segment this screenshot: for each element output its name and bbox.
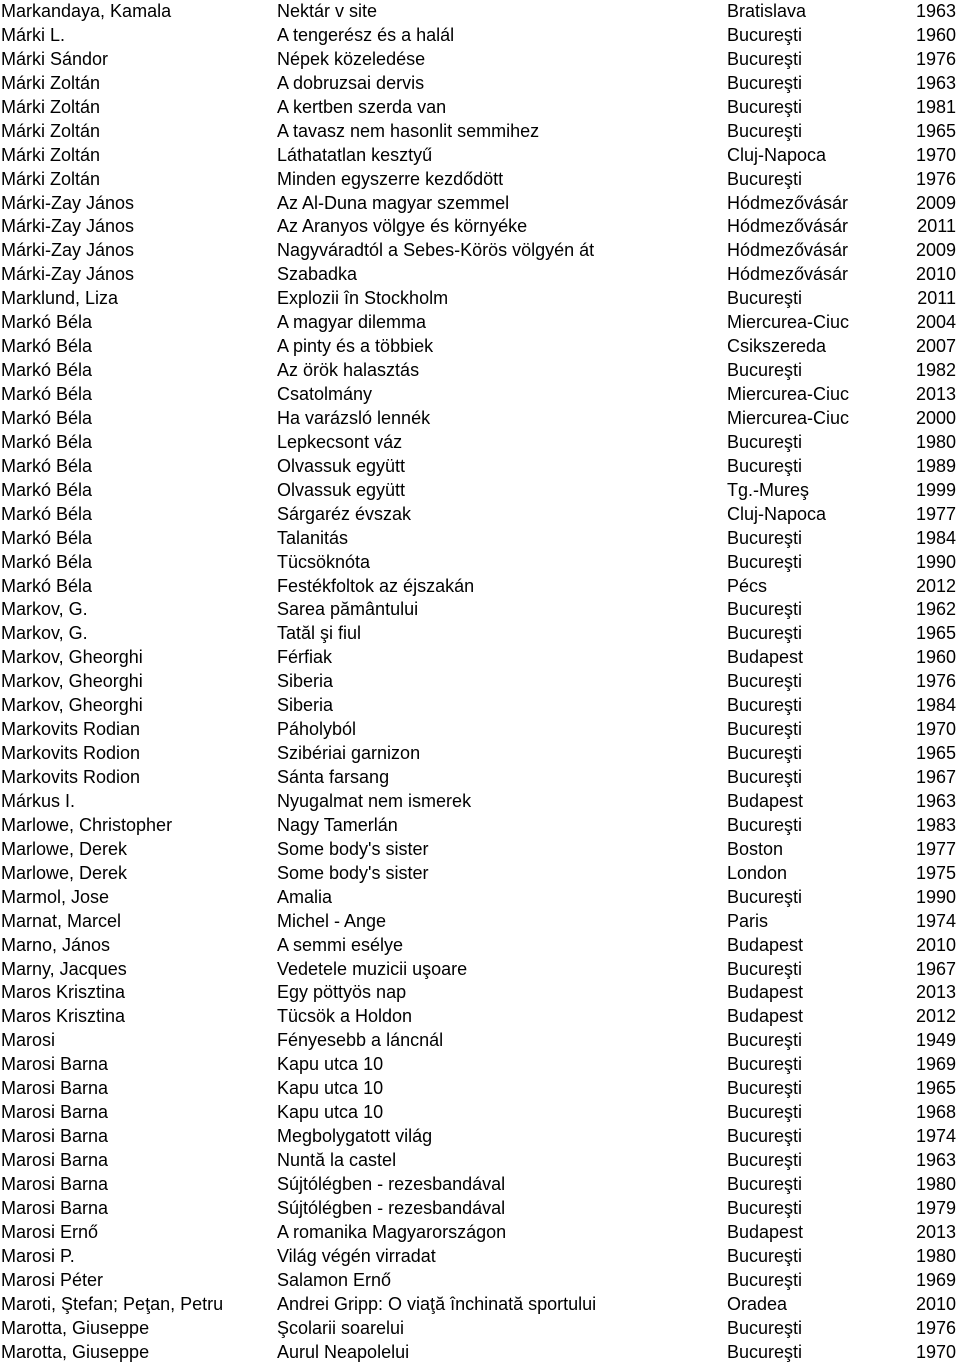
table-row	[0, 718, 960, 742]
author-cell: Marosi Barna	[1, 1077, 108, 1101]
author-cell: Márki Zoltán	[1, 120, 100, 144]
table-row	[0, 1245, 960, 1269]
author-cell: Márki Zoltán	[1, 144, 100, 168]
year-cell: 1965	[916, 622, 956, 646]
year-cell: 1963	[916, 1149, 956, 1173]
author-cell: Márki-Zay János	[1, 263, 134, 287]
author-cell: Maros Krisztina	[1, 981, 125, 1005]
year-cell: 2012	[916, 575, 956, 599]
title-cell: Tücsöknóta	[277, 551, 370, 575]
author-cell: Marosi Péter	[1, 1269, 103, 1293]
title-cell: Some body's sister	[277, 862, 429, 886]
author-cell: Marlowe, Derek	[1, 838, 127, 862]
author-cell: Marosi	[1, 1029, 55, 1053]
title-cell: Sánta farsang	[277, 766, 389, 790]
city-cell: Bucureşti	[727, 1029, 802, 1053]
city-cell: Bucureşti	[727, 527, 802, 551]
city-cell: Bucureşti	[727, 694, 802, 718]
title-cell: Salamon Ernő	[277, 1269, 391, 1293]
title-cell: Kapu utca 10	[277, 1101, 383, 1125]
title-cell: A magyar dilemma	[277, 311, 426, 335]
city-cell: Cluj-Napoca	[727, 503, 826, 527]
author-cell: Markó Béla	[1, 335, 92, 359]
author-cell: Márki Zoltán	[1, 96, 100, 120]
table-row	[0, 1125, 960, 1149]
table-row	[0, 455, 960, 479]
table-row	[0, 670, 960, 694]
title-cell: Kapu utca 10	[277, 1077, 383, 1101]
table-row	[0, 694, 960, 718]
title-cell: A kertben szerda van	[277, 96, 446, 120]
title-cell: Sárgaréz évszak	[277, 503, 411, 527]
year-cell: 1976	[916, 168, 956, 192]
table-row	[0, 168, 960, 192]
title-cell: Egy pöttyös nap	[277, 981, 406, 1005]
city-cell: Bucureşti	[727, 814, 802, 838]
city-cell: Hódmezővásár	[727, 192, 848, 216]
city-cell: Bucureşti	[727, 120, 802, 144]
table-row	[0, 862, 960, 886]
title-cell: Az Al-Duna magyar szemmel	[277, 192, 509, 216]
city-cell: Bucureşti	[727, 287, 802, 311]
year-cell: 2007	[916, 335, 956, 359]
author-cell: Markov, G.	[1, 622, 88, 646]
city-cell: Bucureşti	[727, 1149, 802, 1173]
author-cell: Markó Béla	[1, 503, 92, 527]
year-cell: 1970	[916, 718, 956, 742]
author-cell: Maros Krisztina	[1, 1005, 125, 1029]
author-cell: Marosi Barna	[1, 1101, 108, 1125]
table-row	[0, 120, 960, 144]
author-cell: Markov, Gheorghi	[1, 694, 143, 718]
year-cell: 1974	[916, 1125, 956, 1149]
city-cell: Boston	[727, 838, 783, 862]
table-row	[0, 1293, 960, 1317]
city-cell: Bucureşti	[727, 24, 802, 48]
title-cell: Népek közeledése	[277, 48, 425, 72]
author-cell: Marny, Jacques	[1, 958, 127, 982]
table-row	[0, 838, 960, 862]
table-row	[0, 598, 960, 622]
city-cell: Paris	[727, 910, 768, 934]
city-cell: Bucureşti	[727, 598, 802, 622]
year-cell: 1980	[916, 431, 956, 455]
author-cell: Markovits Rodion	[1, 742, 140, 766]
title-cell: Siberia	[277, 670, 333, 694]
author-cell: Marosi Barna	[1, 1149, 108, 1173]
title-cell: Şcolarii soarelui	[277, 1317, 404, 1341]
title-cell: Szabadka	[277, 263, 357, 287]
table-row	[0, 766, 960, 790]
author-cell: Marno, János	[1, 934, 110, 958]
author-cell: Marlowe, Christopher	[1, 814, 172, 838]
city-cell: Bucureşti	[727, 431, 802, 455]
year-cell: 1949	[916, 1029, 956, 1053]
author-cell: Markov, Gheorghi	[1, 670, 143, 694]
title-cell: Nektár v site	[277, 0, 377, 24]
table-row	[0, 96, 960, 120]
table-row	[0, 359, 960, 383]
city-cell: Bucureşti	[727, 1269, 802, 1293]
table-row	[0, 958, 960, 982]
year-cell: 2010	[916, 263, 956, 287]
title-cell: Siberia	[277, 694, 333, 718]
city-cell: Bucureşti	[727, 958, 802, 982]
table-row	[0, 1173, 960, 1197]
year-cell: 1962	[916, 598, 956, 622]
author-cell: Marosi Barna	[1, 1053, 108, 1077]
year-cell: 1967	[916, 766, 956, 790]
title-cell: Tatăl şi fiul	[277, 622, 361, 646]
city-cell: Bucureşti	[727, 1173, 802, 1197]
author-cell: Márki-Zay János	[1, 192, 134, 216]
city-cell: Bucureşti	[727, 1077, 802, 1101]
table-row	[0, 790, 960, 814]
table-row	[0, 934, 960, 958]
year-cell: 1984	[916, 694, 956, 718]
city-cell: Budapest	[727, 1005, 803, 1029]
year-cell: 2009	[916, 239, 956, 263]
title-cell: A pinty és a többiek	[277, 335, 433, 359]
table-row	[0, 287, 960, 311]
city-cell: Bucureşti	[727, 1197, 802, 1221]
title-cell: Tücsök a Holdon	[277, 1005, 412, 1029]
city-cell: Bucureşti	[727, 1053, 802, 1077]
author-cell: Marosi P.	[1, 1245, 75, 1269]
city-cell: Hódmezővásár	[727, 215, 848, 239]
table-row	[0, 1053, 960, 1077]
year-cell: 2011	[917, 287, 956, 311]
author-cell: Marosi Barna	[1, 1125, 108, 1149]
city-cell: Bucureşti	[727, 359, 802, 383]
title-cell: Talanitás	[277, 527, 348, 551]
year-cell: 2010	[916, 934, 956, 958]
title-cell: A tengerész és a halál	[277, 24, 454, 48]
city-cell: Miercurea-Ciuc	[727, 311, 849, 335]
author-cell: Marosi Barna	[1, 1173, 108, 1197]
city-cell: Bratislava	[727, 0, 806, 24]
title-cell: Kapu utca 10	[277, 1053, 383, 1077]
city-cell: Tg.-Mureş	[727, 479, 809, 503]
table-row	[0, 24, 960, 48]
table-row	[0, 1149, 960, 1173]
table-row	[0, 48, 960, 72]
author-cell: Marotta, Giuseppe	[1, 1317, 149, 1341]
author-cell: Márki L.	[1, 24, 65, 48]
author-cell: Markó Béla	[1, 359, 92, 383]
title-cell: Fényesebb a láncnál	[277, 1029, 443, 1053]
city-cell: Bucureşti	[727, 1317, 802, 1341]
table-row	[0, 1197, 960, 1221]
year-cell: 1990	[916, 551, 956, 575]
title-cell: Michel - Ange	[277, 910, 386, 934]
year-cell: 2013	[916, 383, 956, 407]
table-row	[0, 311, 960, 335]
year-cell: 2013	[916, 1221, 956, 1245]
table-row	[0, 646, 960, 670]
table-row	[0, 479, 960, 503]
year-cell: 2013	[916, 981, 956, 1005]
table-row	[0, 407, 960, 431]
title-cell: A dobruzsai dervis	[277, 72, 424, 96]
table-row	[0, 575, 960, 599]
author-cell: Markó Béla	[1, 527, 92, 551]
year-cell: 2011	[917, 215, 956, 239]
title-cell: Megbolygatott világ	[277, 1125, 432, 1149]
title-cell: Világ végén virradat	[277, 1245, 436, 1269]
table-row	[0, 1005, 960, 1029]
year-cell: 1960	[916, 646, 956, 670]
title-cell: Minden egyszerre kezdődött	[277, 168, 503, 192]
table-row	[0, 1317, 960, 1341]
table-row	[0, 622, 960, 646]
year-cell: 1975	[916, 862, 956, 886]
year-cell: 1980	[916, 1245, 956, 1269]
table-row	[0, 1101, 960, 1125]
city-cell: Budapest	[727, 934, 803, 958]
title-cell: Sarea pământului	[277, 598, 418, 622]
year-cell: 1963	[916, 72, 956, 96]
title-cell: Olvassuk együtt	[277, 455, 405, 479]
city-cell: Bucureşti	[727, 622, 802, 646]
year-cell: 2004	[916, 311, 956, 335]
year-cell: 1965	[916, 120, 956, 144]
table-row	[0, 886, 960, 910]
year-cell: 1981	[916, 96, 956, 120]
author-cell: Markó Béla	[1, 479, 92, 503]
city-cell: Bucureşti	[727, 670, 802, 694]
author-cell: Markó Béla	[1, 431, 92, 455]
city-cell: Bucureşti	[727, 718, 802, 742]
table-row	[0, 0, 960, 24]
city-cell: Budapest	[727, 1221, 803, 1245]
title-cell: Andrei Gripp: O viaţă închinată sportului	[277, 1293, 596, 1317]
table-row	[0, 383, 960, 407]
year-cell: 2009	[916, 192, 956, 216]
table-row	[0, 742, 960, 766]
year-cell: 1969	[916, 1053, 956, 1077]
city-cell: Hódmezővásár	[727, 263, 848, 287]
city-cell: Bucureşti	[727, 551, 802, 575]
year-cell: 1977	[916, 838, 956, 862]
city-cell: Bucureşti	[727, 1125, 802, 1149]
table-row	[0, 1341, 960, 1364]
title-cell: Nuntă la castel	[277, 1149, 396, 1173]
author-cell: Markovits Rodion	[1, 766, 140, 790]
author-cell: Markovits Rodian	[1, 718, 140, 742]
table-row	[0, 981, 960, 1005]
year-cell: 1965	[916, 1077, 956, 1101]
year-cell: 1989	[916, 455, 956, 479]
table-row	[0, 527, 960, 551]
author-cell: Márki-Zay János	[1, 215, 134, 239]
title-cell: Páholyból	[277, 718, 356, 742]
table-row	[0, 215, 960, 239]
author-cell: Marklund, Liza	[1, 287, 118, 311]
city-cell: Csikszereda	[727, 335, 826, 359]
year-cell: 1963	[916, 790, 956, 814]
year-cell: 2010	[916, 1293, 956, 1317]
title-cell: Vedetele muzicii uşoare	[277, 958, 467, 982]
city-cell: Bucureşti	[727, 72, 802, 96]
table-row	[0, 1269, 960, 1293]
city-cell: Hódmezővásár	[727, 239, 848, 263]
author-cell: Markó Béla	[1, 551, 92, 575]
city-cell: Bucureşti	[727, 48, 802, 72]
title-cell: Explozii în Stockholm	[277, 287, 448, 311]
city-cell: Oradea	[727, 1293, 787, 1317]
table-row	[0, 192, 960, 216]
year-cell: 2012	[916, 1005, 956, 1029]
year-cell: 1990	[916, 886, 956, 910]
city-cell: Budapest	[727, 981, 803, 1005]
table-row	[0, 1077, 960, 1101]
author-cell: Markó Béla	[1, 575, 92, 599]
year-cell: 1963	[916, 0, 956, 24]
year-cell: 1976	[916, 1317, 956, 1341]
city-cell: Bucureşti	[727, 96, 802, 120]
year-cell: 1983	[916, 814, 956, 838]
author-cell: Márkus I.	[1, 790, 75, 814]
title-cell: Lepkecsont váz	[277, 431, 402, 455]
year-cell: 1980	[916, 1173, 956, 1197]
title-cell: Festékfoltok az éjszakán	[277, 575, 474, 599]
year-cell: 1970	[916, 1341, 956, 1364]
title-cell: Amalia	[277, 886, 332, 910]
author-cell: Maroti, Ştefan; Peţan, Petru	[1, 1293, 223, 1317]
year-cell: 1967	[916, 958, 956, 982]
table-row	[0, 335, 960, 359]
city-cell: Miercurea-Ciuc	[727, 407, 849, 431]
year-cell: 1984	[916, 527, 956, 551]
title-cell: Az örök halasztás	[277, 359, 419, 383]
year-cell: 1982	[916, 359, 956, 383]
table-row	[0, 551, 960, 575]
city-cell: Bucureşti	[727, 742, 802, 766]
author-cell: Marosi Ernő	[1, 1221, 98, 1245]
table-row	[0, 263, 960, 287]
table-row	[0, 72, 960, 96]
title-cell: Az Aranyos völgye és környéke	[277, 215, 527, 239]
year-cell: 1965	[916, 742, 956, 766]
title-cell: Sújtólégben - rezesbandával	[277, 1197, 505, 1221]
city-cell: Bucureşti	[727, 1341, 802, 1364]
title-cell: A romanika Magyarországon	[277, 1221, 506, 1245]
title-cell: Olvassuk együtt	[277, 479, 405, 503]
author-cell: Markandaya, Kamala	[1, 0, 171, 24]
city-cell: Budapest	[727, 790, 803, 814]
year-cell: 1976	[916, 48, 956, 72]
author-cell: Markó Béla	[1, 407, 92, 431]
year-cell: 1960	[916, 24, 956, 48]
year-cell: 1968	[916, 1101, 956, 1125]
city-cell: Cluj-Napoca	[727, 144, 826, 168]
title-cell: Férfiak	[277, 646, 332, 670]
city-cell: Bucureşti	[727, 455, 802, 479]
author-cell: Márki Zoltán	[1, 72, 100, 96]
title-cell: A tavasz nem hasonlit semmihez	[277, 120, 539, 144]
city-cell: Bucureşti	[727, 766, 802, 790]
author-cell: Marosi Barna	[1, 1197, 108, 1221]
author-cell: Marnat, Marcel	[1, 910, 121, 934]
city-cell: Bucureşti	[727, 1101, 802, 1125]
city-cell: Bucureşti	[727, 886, 802, 910]
title-cell: Szibériai garnizon	[277, 742, 420, 766]
table-row	[0, 814, 960, 838]
table-row	[0, 1029, 960, 1053]
author-cell: Márki Zoltán	[1, 168, 100, 192]
author-cell: Markov, G.	[1, 598, 88, 622]
table-row	[0, 144, 960, 168]
year-cell: 1974	[916, 910, 956, 934]
table-row	[0, 431, 960, 455]
author-cell: Markó Béla	[1, 455, 92, 479]
city-cell: Budapest	[727, 646, 803, 670]
city-cell: Miercurea-Ciuc	[727, 383, 849, 407]
year-cell: 1970	[916, 144, 956, 168]
year-cell: 1999	[916, 479, 956, 503]
year-cell: 1977	[916, 503, 956, 527]
table-row	[0, 239, 960, 263]
year-cell: 1976	[916, 670, 956, 694]
author-cell: Márki Sándor	[1, 48, 108, 72]
year-cell: 1979	[916, 1197, 956, 1221]
author-cell: Marmol, Jose	[1, 886, 109, 910]
city-cell: Bucureşti	[727, 168, 802, 192]
title-cell: Nyugalmat nem ismerek	[277, 790, 471, 814]
author-cell: Marlowe, Derek	[1, 862, 127, 886]
title-cell: Láthatatlan kesztyű	[277, 144, 432, 168]
title-cell: Ha varázsló lennék	[277, 407, 430, 431]
table-row	[0, 503, 960, 527]
title-cell: Aurul Neapolelui	[277, 1341, 409, 1364]
city-cell: London	[727, 862, 787, 886]
title-cell: Some body's sister	[277, 838, 429, 862]
year-cell: 2000	[916, 407, 956, 431]
year-cell: 1969	[916, 1269, 956, 1293]
title-cell: Nagyváradtól a Sebes-Körös völgyén át	[277, 239, 594, 263]
author-cell: Markó Béla	[1, 311, 92, 335]
title-cell: Nagy Tamerlán	[277, 814, 398, 838]
city-cell: Pécs	[727, 575, 767, 599]
author-cell: Markov, Gheorghi	[1, 646, 143, 670]
title-cell: Sújtólégben - rezesbandával	[277, 1173, 505, 1197]
city-cell: Bucureşti	[727, 1245, 802, 1269]
title-cell: Csatolmány	[277, 383, 372, 407]
title-cell: A semmi esélye	[277, 934, 403, 958]
table-row	[0, 910, 960, 934]
author-cell: Márki-Zay János	[1, 239, 134, 263]
author-cell: Marotta, Giuseppe	[1, 1341, 149, 1364]
table-row	[0, 1221, 960, 1245]
author-cell: Markó Béla	[1, 383, 92, 407]
